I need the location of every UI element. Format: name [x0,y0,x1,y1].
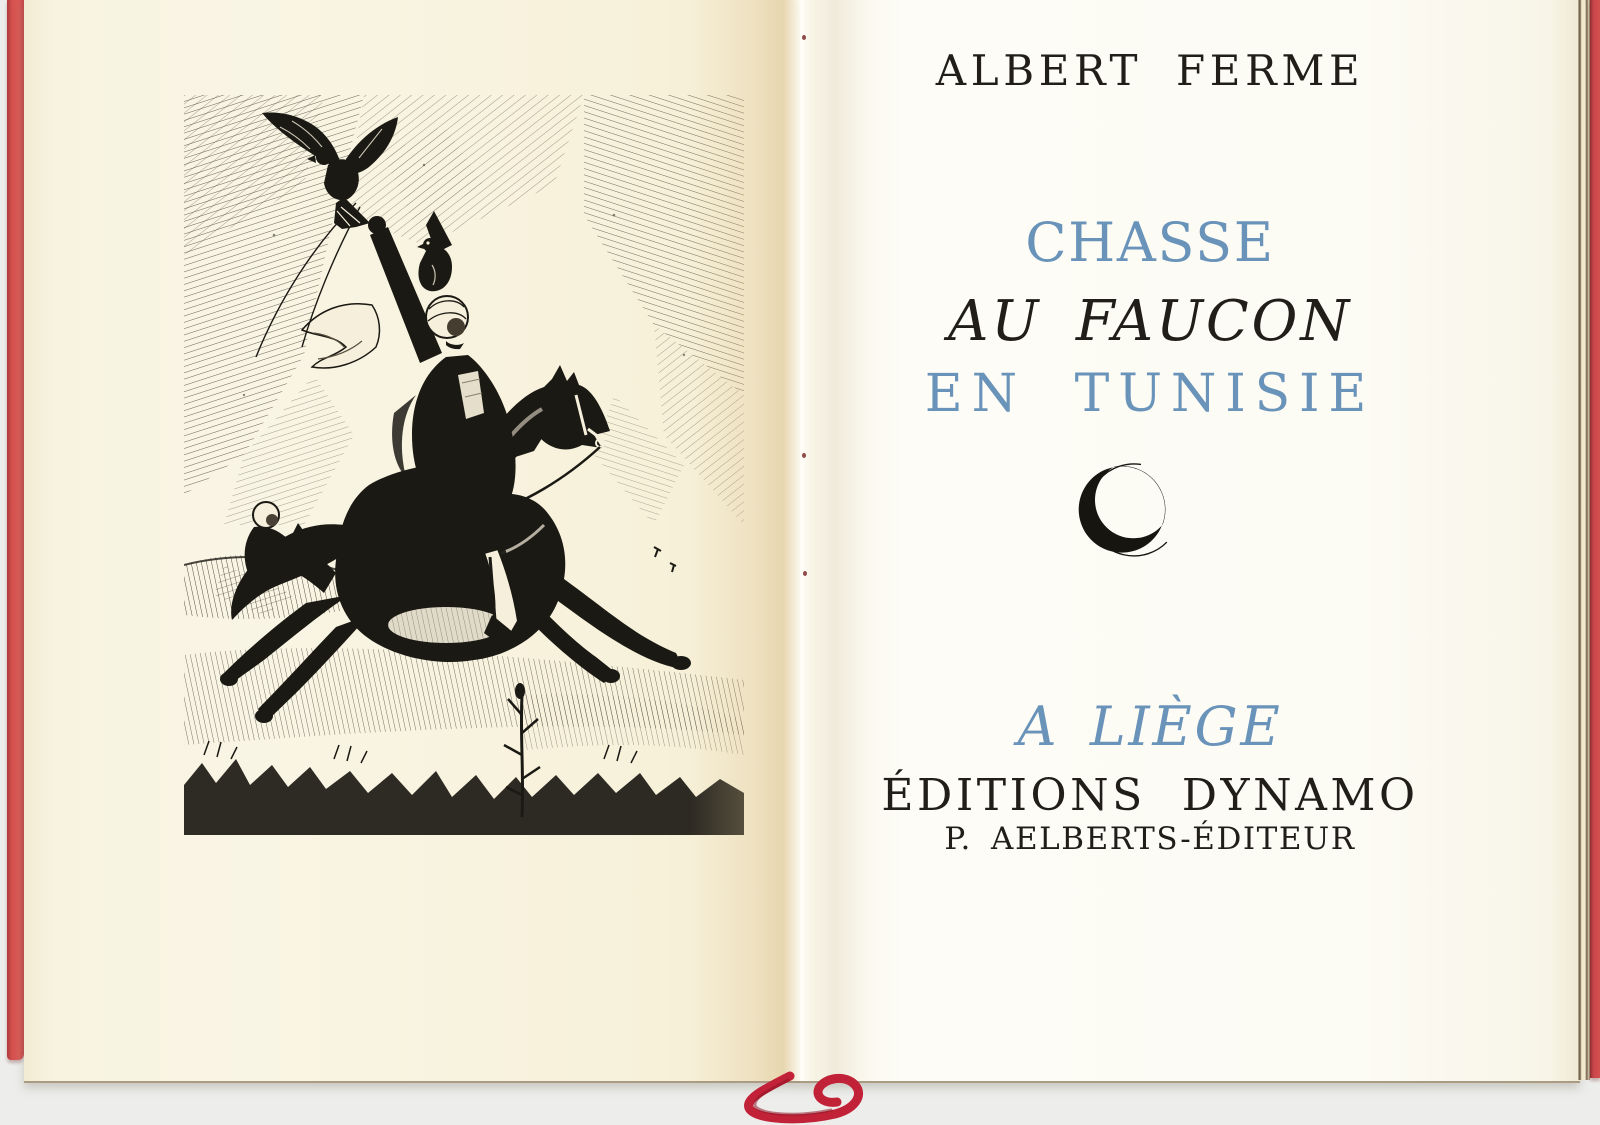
right-cover-edge [1590,0,1600,1078]
crescent-moon-icon [1072,452,1187,567]
stitch-dot [802,35,806,40]
distant-figures [654,547,676,572]
title-line-en-tunisie: EN TUNISIE [924,364,1376,424]
left-cover-edge [7,0,24,1060]
imprint-publisher: ÉDITIONS DYNAMO [881,770,1419,821]
author-name: ALBERT FERME [935,46,1365,95]
imprint-place: A LIÈGE [1017,695,1283,758]
title-line-chasse: CHASSE [1025,211,1275,274]
bookmark-thread [695,1040,915,1125]
page-block-edge [1578,0,1590,1080]
stitch-dot [803,571,807,576]
stitch-dot [802,453,806,458]
frontispiece-illustration [184,95,744,835]
left-page [24,0,800,1081]
imprint-editor: P. AELBERTS-ÉDITEUR [944,821,1356,857]
title-line-au-faucon: AU FAUCON [947,289,1353,354]
